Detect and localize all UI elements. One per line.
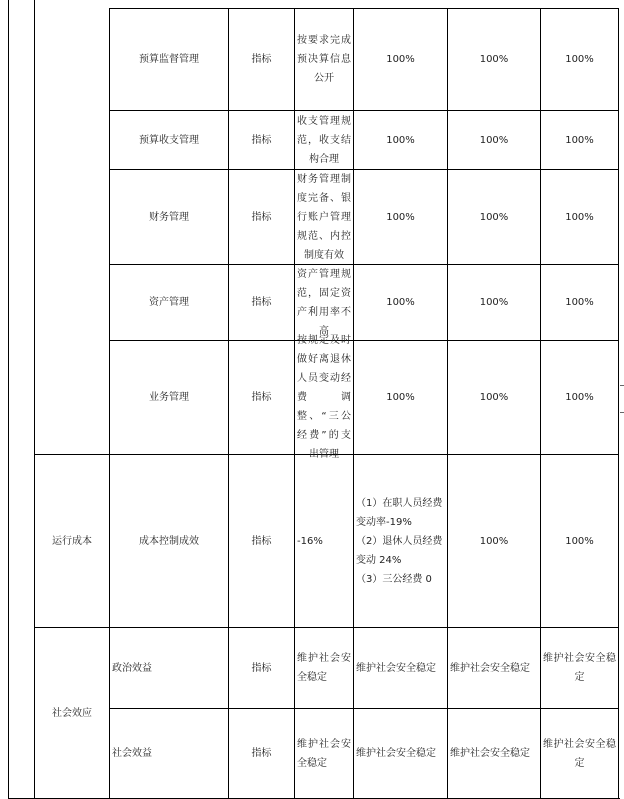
item-value-3: 100% [565, 134, 594, 146]
item-type: 指标 [251, 748, 272, 759]
item-value-2: 维护社会安全稳定 [450, 748, 530, 759]
item-indicator: -16% [297, 535, 323, 547]
item-value-2: 维护社会安全稳定 [450, 662, 530, 674]
item-value-3: 100% [565, 54, 594, 65]
item-value-1: （1）在职人员经费变动率-19% （2）退休人员经费变动 24% （3）三公经费 0 [356, 497, 443, 585]
item-indicator: 资产管理规范，固定资产利用率不高 [297, 268, 351, 337]
item-indicator: 维护社会安全稳定 [297, 653, 351, 683]
item-type: 指标 [251, 535, 272, 547]
item-value-1: 100% [386, 392, 415, 403]
item-value-1: 100% [386, 134, 415, 146]
category-label: 社会效应 [52, 707, 92, 719]
item-type: 指标 [251, 134, 272, 146]
item-value-2: 100% [479, 297, 509, 308]
item-value-3: 100% [565, 211, 594, 223]
item-value-2: 100% [479, 535, 509, 547]
item-value-3: 维护社会安全稳定 [543, 653, 616, 683]
item-name: 成本控制成效 [139, 535, 199, 547]
grid-line [618, 8, 619, 799]
item-value-3: 维护社会安全稳定 [543, 738, 616, 769]
item-value-2: 100% [479, 54, 509, 65]
page-edge-mark [620, 412, 624, 413]
item-type: 指标 [251, 54, 272, 65]
item-name: 资产管理 [149, 297, 189, 308]
item-name: 政治效益 [112, 662, 152, 674]
item-name: 社会效益 [112, 748, 152, 759]
item-value-1: 维护社会安全稳定 [356, 662, 436, 674]
item-value-1: 维护社会安全稳定 [356, 748, 436, 759]
item-name: 预算监督管理 [139, 54, 199, 65]
item-type: 指标 [251, 297, 272, 308]
item-indicator: 财务管理制度完备、银行账户管理规范、内控制度有效 [297, 173, 351, 261]
item-indicator: 收支管理规范，收支结构合理 [297, 115, 351, 165]
item-value-3: 100% [565, 297, 594, 308]
page-edge-mark [620, 385, 624, 386]
item-value-1: 100% [386, 211, 415, 223]
item-value-3: 100% [565, 392, 594, 403]
item-type: 指标 [251, 392, 272, 403]
item-name: 预算收支管理 [139, 134, 199, 146]
item-value-2: 100% [479, 211, 509, 223]
grid-line [8, 0, 9, 799]
item-name: 财务管理 [149, 211, 189, 223]
item-value-2: 100% [479, 392, 509, 403]
category-label: 运行成本 [52, 535, 92, 547]
item-value-3: 100% [565, 535, 594, 547]
item-type: 指标 [251, 662, 272, 674]
item-indicator: 按要求完成预决算信息公开 [297, 35, 351, 84]
item-value-2: 100% [479, 134, 509, 146]
item-value-1: 100% [386, 297, 415, 308]
item-indicator: 维护社会安全稳定 [297, 738, 351, 769]
item-name: 业务管理 [149, 392, 189, 403]
item-indicator: 按规定及时做好离退休人员变动经费调整、“三公经费”的支出管理 [297, 335, 351, 460]
item-value-1: 100% [386, 54, 415, 65]
item-type: 指标 [251, 211, 272, 223]
